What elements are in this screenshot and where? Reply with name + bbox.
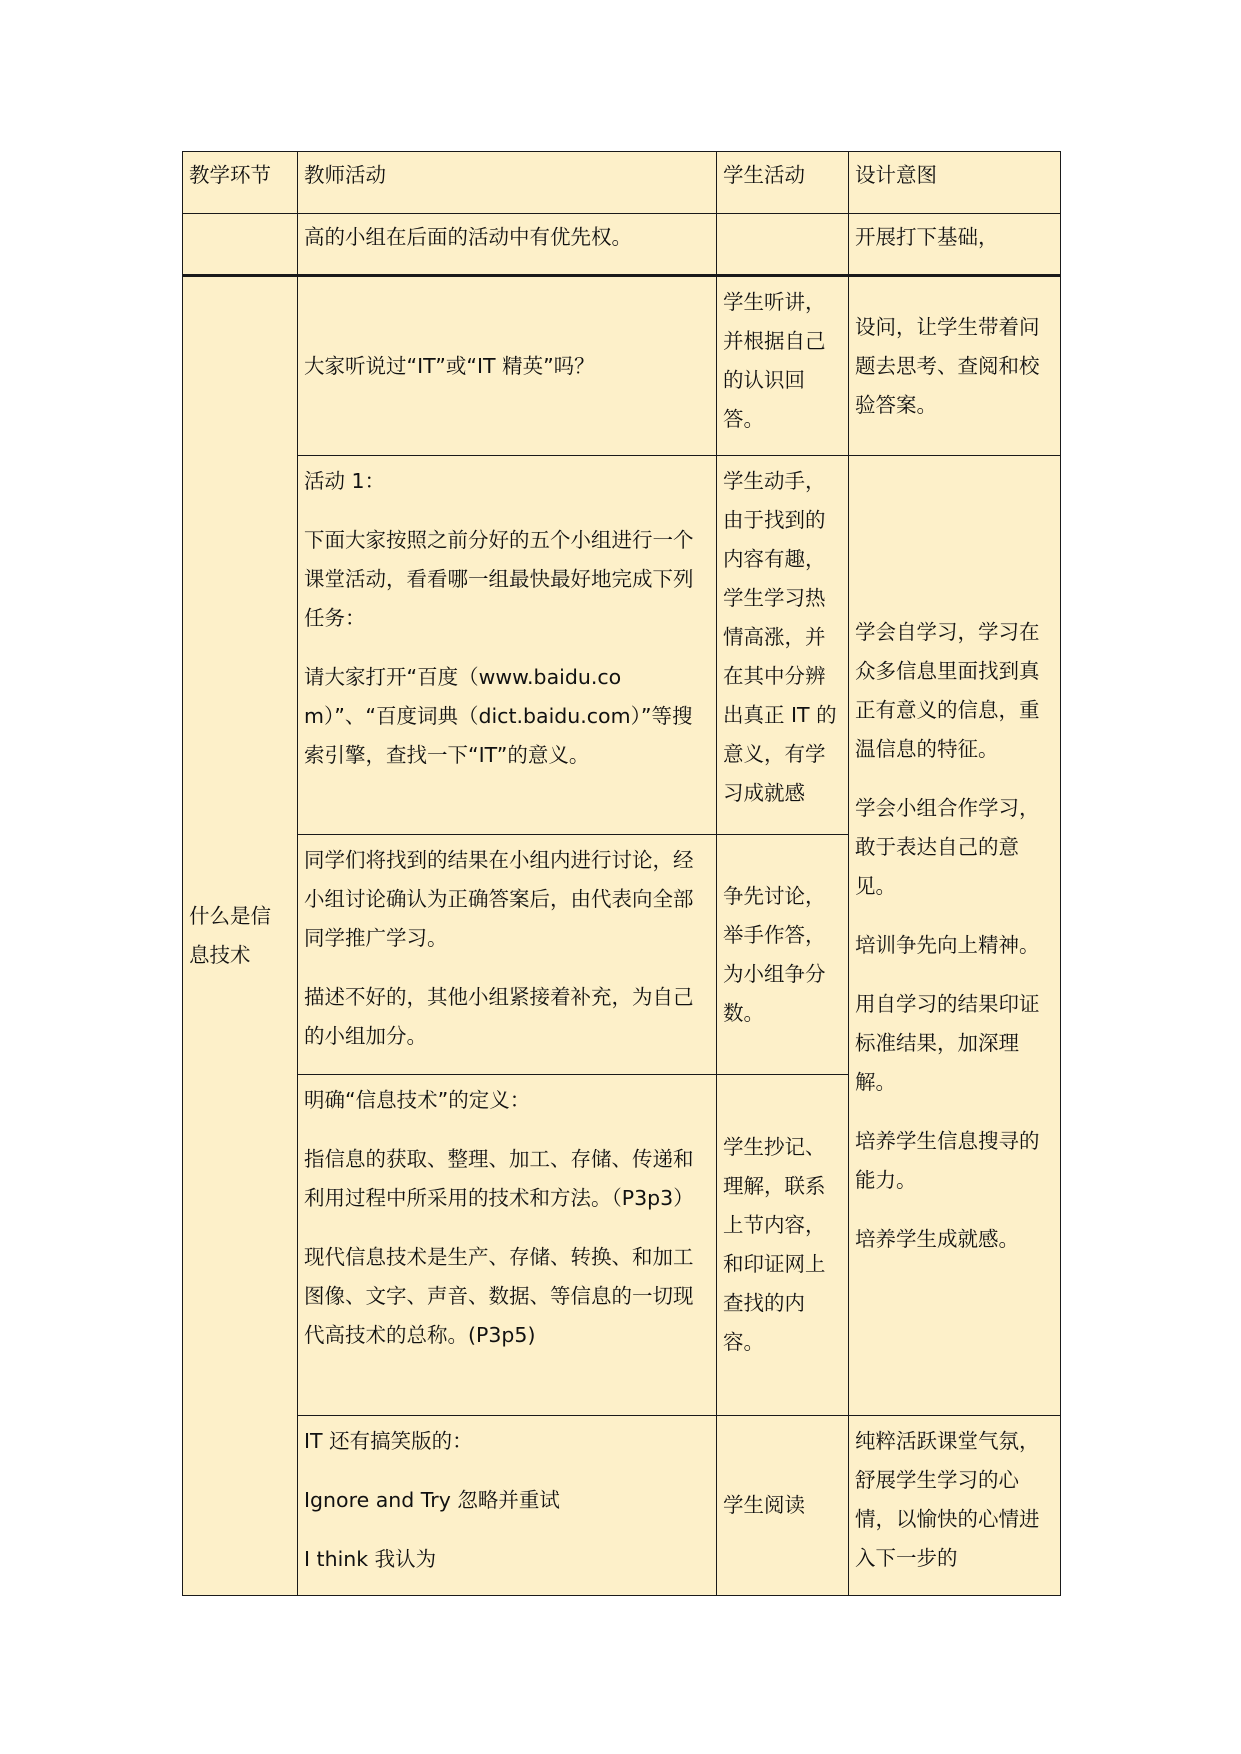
continuation-stage [183,214,298,276]
teacher-paragraph: 现代信息技术是生产、存储、转换、和加工图像、文字、声音、数据、等信息的一切现代高技术的总称。(P3p5) [304,1245,694,1347]
teacher-paragraph: 下面大家按照之前分好的五个小组进行一个课堂活动，看看哪一组最快最好地完成下列任务： [304,528,694,630]
teacher-paragraph: I think 我认为 [304,1547,437,1571]
table-row [183,456,1061,835]
continuation-intent: 开展打下基础， [849,214,1061,276]
intent-paragraph: 学会小组合作学习，敢于表达自己的意见。 [855,795,1040,898]
intent-paragraph: 培养学生信息搜寻的能力。 [855,1128,1040,1192]
table-row [183,276,1061,456]
teacher-paragraph: 指信息的获取、整理、加工、存储、传递和利用过程中所采用的技术和方法。（P3p3） [304,1147,694,1210]
design-intent-cell: 设问，让学生带着问题去思考、查阅和校验答案。 [849,276,1061,456]
continuation-row [183,214,1061,276]
header-row [183,152,1061,214]
student-activity-cell: 争先讨论，举手作答，为小组争分数。 [717,835,849,1075]
header-intent: 设计意图 [849,152,1061,214]
student-activity-cell: 学生听讲，并根据自己的认识回答。 [717,276,849,456]
teacher-activity-cell [298,1416,717,1596]
teacher-activity-cell [298,835,717,1075]
teacher-paragraph: 大家听说过“IT”或“IT 精英”吗？ [304,353,595,378]
student-activity-cell: 学生动手，由于找到的内容有趣，学生学习热情高涨，并在其中分辨出真正 IT 的意义，有学习成就感 [717,456,849,835]
student-activity-cell: 学生抄记、理解，联系上节内容，和印证网上查找的内容。 [717,1075,849,1416]
teacher-paragraph: 描述不好的，其他小组紧接着补充，为自己的小组加分。 [304,985,694,1048]
teacher-paragraph: IT 还有搞笑版的： [304,1429,473,1453]
teacher-paragraph: 请大家打开“百度（www.baidu.com）”、“百度词典（dict.baidu.com）”等搜索引擎，查找一下“IT”的意义。 [304,665,693,767]
intent-paragraph: 培训争先向上精神。 [855,932,1040,957]
lesson-plan-table [182,151,1061,1596]
teacher-paragraph: Ignore and Try 忽略并重试 [304,1488,560,1512]
teacher-paragraph: 同学们将找到的结果在小组内进行讨论，经小组讨论确认为正确答案后，由代表向全部同学推广学习。 [304,848,694,950]
header-student: 学生活动 [717,152,849,214]
student-activity-cell: 学生阅读 [717,1416,849,1596]
teacher-activity-cell [298,276,717,456]
teacher-activity-cell [298,456,717,835]
intent-paragraph: 培养学生成就感。 [855,1226,1019,1251]
intent-paragraph: 学会自学习，学习在众多信息里面找到真正有意义的信息，重温信息的特征。 [855,619,1040,761]
continuation-student [717,214,849,276]
header-teacher: 教师活动 [298,152,717,214]
design-intent-merged-cell [849,456,1061,1416]
intent-paragraph: 用自学习的结果印证标准结果，加深理解。 [855,991,1040,1094]
teacher-paragraph: 活动 1： [304,469,386,493]
header-stage: 教学环节 [183,152,298,214]
design-intent-cell: 纯粹活跃课堂气氛，舒展学生学习的心情，以愉快的心情进入下一步的 [849,1416,1061,1596]
teacher-activity-cell [298,1075,717,1416]
teacher-paragraph: 明确“信息技术”的定义： [304,1088,531,1112]
section-stage: 什么是信息技术 [183,276,298,1596]
table-row [183,1416,1061,1596]
continuation-teacher: 高的小组在后面的活动中有优先权。 [298,214,717,276]
